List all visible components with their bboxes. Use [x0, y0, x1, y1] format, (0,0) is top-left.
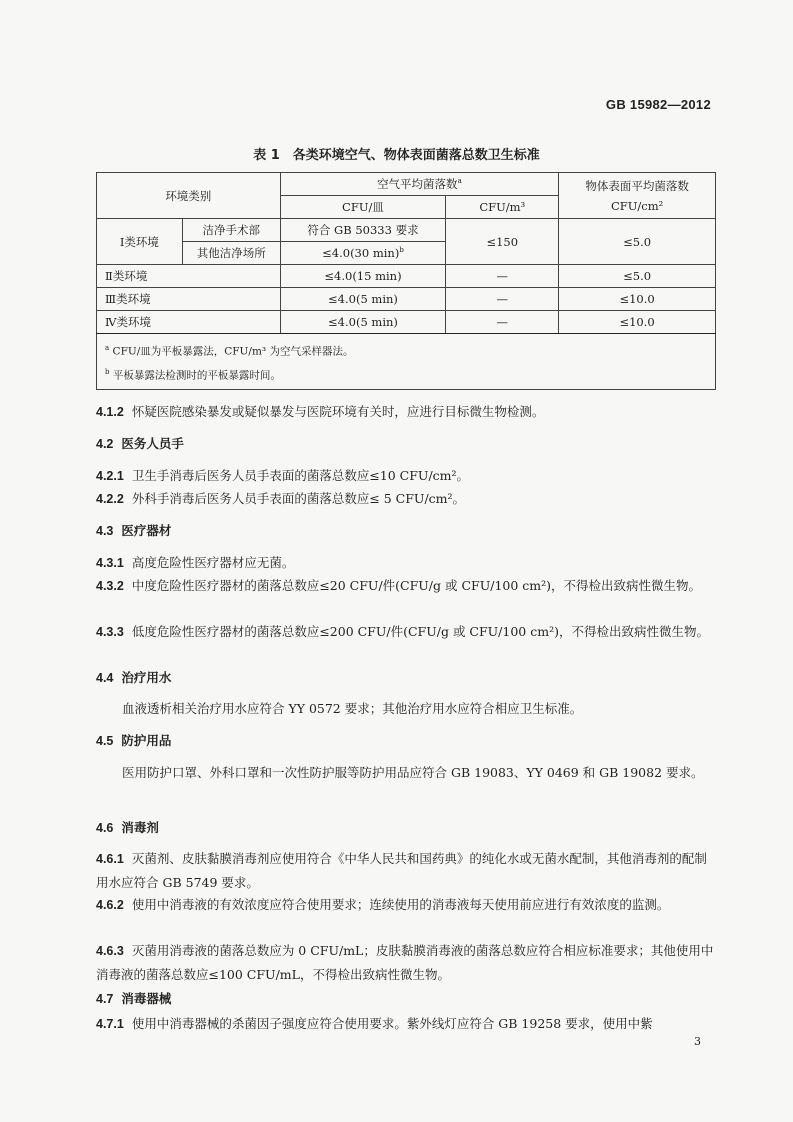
clause-4-6-1: 4.6.1 灭菌剂、皮肤黏膜消毒剂应使用符合《中华人民共和国药典》的纯化水或无菌水配制，其他消毒剂的配制用水应符合 GB 5749 要求。 — [96, 851, 707, 890]
table-cell: Ⅰ类环境 — [97, 219, 183, 265]
header-cfu-m3: CFU/m³ — [446, 196, 559, 219]
clause-4-1-2: 4.1.2 怀疑医院感染暴发或疑似暴发与医院环境有关时，应进行目标微生物检测。 — [96, 404, 545, 419]
section-4-6-heading: 4.6 消毒剂 — [96, 820, 159, 835]
clause-4-5: 医用防护口罩、外科口罩和一次性防护服等防护用品应符合 GB 19083、YY 0469 和 GB 19082 要求。 — [122, 765, 704, 780]
section-4-3-heading: 4.3 医疗器材 — [96, 523, 172, 538]
table-cell: 洁净手术部 — [182, 219, 280, 242]
header-cfu-dish: CFU/皿 — [280, 196, 446, 219]
page-number: 3 — [694, 1035, 701, 1048]
table-cell: ≤150 — [446, 219, 559, 265]
table-cell: 符合 GB 50333 要求 — [280, 219, 446, 242]
section-4-5-heading: 4.5 防护用品 — [96, 733, 172, 748]
clause-4-3-1: 4.3.1 高度危险性医疗器材应无菌。 — [96, 555, 295, 570]
table-cell: Ⅳ类环境 — [97, 311, 281, 334]
table-cell: — — [446, 288, 559, 311]
table-cell: — — [446, 311, 559, 334]
table-notes — [97, 334, 716, 390]
table-cell: Ⅱ类环境 — [97, 265, 281, 288]
clause-4-4: 血液透析相关治疗用水应符合 YY 0572 要求；其他治疗用水应符合相应卫生标准。 — [122, 701, 583, 716]
clause-4-2-2: 4.2.2 外科手消毒后医务人员手表面的菌落总数应≤ 5 CFU/cm²。 — [96, 491, 466, 506]
clause-4-3-3: 4.3.3 低度危险性医疗器材的菌落总数应≤200 CFU/件(CFU/g 或 CFU/100 cm²)，不得检出致病性微生物。 — [96, 624, 709, 639]
clause-4-6-3: 4.6.3 灭菌用消毒液的菌落总数应为 0 CFU/mL；皮肤黏膜消毒液的菌落总数应符合相应标准要求；其他使用中消毒液的菌落总数应≤100 CFU/mL，不得检出致病性微生物。 — [96, 943, 714, 982]
table-cell: ≤5.0 — [559, 265, 716, 288]
clause-4-7-1: 4.7.1 使用中消毒器械的杀菌因子强度应符合使用要求。紫外线灯应符合 GB 19258 要求，使用中紫 — [96, 1016, 653, 1031]
table-cell: ≤4.0(15 min) — [280, 265, 446, 288]
section-4-4-heading: 4.4 治疗用水 — [96, 670, 172, 685]
table-cell: ≤4.0(5 min) — [280, 311, 446, 334]
table-cell: ≤10.0 — [559, 311, 716, 334]
header-air-colony: 空气平均菌落数$^a$ — [280, 173, 559, 196]
clause-4-6-2: 4.6.2 使用中消毒液的有效浓度应符合使用要求；连续使用的消毒液每天使用前应进行有效浓度的监测。 — [96, 897, 670, 912]
note-a: $^a$ CFU/皿为平板暴露法，CFU/m³ 为空气采样器法。 — [105, 344, 354, 358]
section-4-2-heading: 4.2 医务人员手 — [96, 436, 184, 451]
table-cell: Ⅲ类环境 — [97, 288, 281, 311]
table-cell: ≤10.0 — [559, 288, 716, 311]
table-cell: — — [446, 265, 559, 288]
table-cell: ≤4.0(30 min)$^b$ — [280, 242, 446, 265]
clause-4-3-2: 4.3.2 中度危险性医疗器材的菌落总数应≤20 CFU/件(CFU/g 或 CFU/100 cm²)，不得检出致病性微生物。 — [96, 578, 702, 593]
standard-number: GB 15982—2012 — [605, 97, 711, 112]
note-b: $^b$ 平板暴露法检测时的平板暴露时间。 — [105, 367, 281, 381]
header-env-category: 环境类别 — [97, 173, 281, 219]
table-cell: ≤4.0(5 min) — [280, 288, 446, 311]
hygiene-standards-table — [96, 172, 716, 390]
table-caption: 表 1 各类环境空气、物体表面菌落总数卫生标准 — [253, 148, 540, 163]
header-surface-colony: 物体表面平均菌落数 CFU/cm² — [559, 173, 716, 219]
table-cell: ≤5.0 — [559, 219, 716, 265]
clause-4-2-1: 4.2.1 卫生手消毒后医务人员手表面的菌落总数应≤10 CFU/cm²。 — [96, 468, 470, 483]
section-4-7-heading: 4.7 消毒器械 — [96, 991, 172, 1006]
table-cell: 其他洁净场所 — [182, 242, 280, 265]
